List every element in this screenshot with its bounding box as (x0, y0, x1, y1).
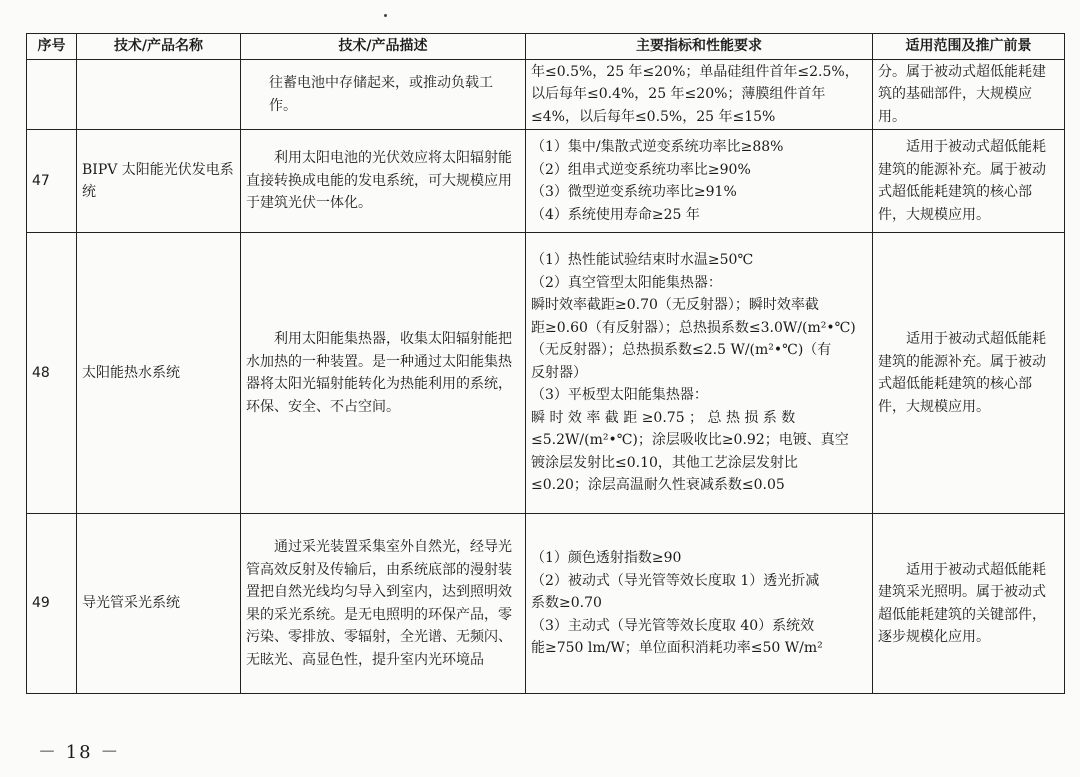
metric-line: （1）集中/集散式逆变系统功率比≥88% (531, 139, 784, 155)
row-name (77, 60, 241, 130)
row-name: 太阳能热水系统 (77, 233, 241, 514)
row-no: 49 (27, 514, 77, 694)
row-metrics (526, 514, 873, 694)
scan-speck (384, 14, 387, 17)
header-metrics: 主要指标和性能要求 (526, 34, 873, 60)
header-scope: 适用范围及推广前景 (873, 34, 1065, 60)
row-no: 47 (27, 130, 77, 233)
metric-line: 能≥750 lm/W；单位面积消耗功率≤50 W/m² (531, 640, 823, 657)
row-metrics (526, 60, 873, 130)
header-no: 序号 (27, 34, 77, 60)
row-name: 导光管采光系统 (77, 514, 241, 694)
metric-line: （1）热性能试验结束时水温≥50℃ (531, 252, 754, 269)
tech-spec-table (26, 33, 1065, 694)
table-row (27, 233, 1065, 514)
metric-line: 以后每年≤0.4%，25 年≤20%；薄膜组件首年 (531, 86, 826, 103)
table-row (27, 60, 1065, 130)
metric-line: （2）真空管型太阳能集热器： (531, 274, 722, 291)
row-scope: 适用于被动式超低能耗建筑的能源补充。属于被动式超低能耗建筑的核心部件，大规模应用。 (873, 233, 1065, 514)
table-row (27, 514, 1065, 694)
metric-line: （无反射器）；总热损系数≤2.5 W/(m²•℃)（有 (531, 342, 832, 359)
metric-line: 距≥0.60（有反射器）；总热损系数≤3.0W/(m²•℃) (531, 319, 856, 336)
metric-line: （2）组串式逆变系统功率比≥90% (531, 161, 751, 178)
metric-line: （1）颜色透射指数≥90 (531, 550, 682, 567)
metric-line: ≤4%，以后每年≤0.5%，25 年≤15% (531, 108, 776, 125)
row-scope: 分。属于被动式超低能耗建筑的基础部件，大规模应用。 (873, 60, 1065, 130)
row-metrics (526, 233, 873, 514)
row-no: 48 (27, 233, 77, 514)
metric-line: 瞬时效率截距≥0.70（无反射器）；瞬时效率截 (531, 297, 819, 314)
metric-line: 镀涂层发射比≤0.10，其他工艺涂层发射比 (531, 454, 798, 471)
header-desc: 技术/产品描述 (241, 34, 526, 60)
row-desc: 通过采光装置采集室外自然光，经导光管高效反射及传输后，由系统底部的漫射装置把自然光线均匀导入到室内，达到照明效果的采光系统。是无电照明的环保产品，零污染、零排放、零辐射，全光谱、无频闪、无眩光、高显色性，提升室内光环境品 (241, 514, 526, 694)
row-desc: 往蓄电池中存储起来，或推动负载工作。 (241, 60, 526, 130)
metric-line: 年≤0.5%，25 年≤20%；单晶硅组件首年≤2.5%， (531, 63, 859, 80)
metric-line: ≤5.2W/(m²•℃)；涂层吸收比≥0.92；电镀、真空 (531, 432, 849, 449)
metric-line: （2）被动式（导光管等效长度取 1）透光折减 (531, 572, 820, 589)
page-number: － 18 － (38, 742, 121, 763)
metric-line: 系数≥0.70 (531, 595, 602, 612)
metric-line: ≤0.20；涂层高温耐久性衰减系数≤0.05 (531, 477, 785, 494)
row-name: BIPV 太阳能光伏发电系统 (77, 130, 241, 233)
metric-line: 反射器） (531, 364, 587, 381)
table-header-row (27, 34, 1065, 60)
metric-line: （3）主动式（导光管等效长度取 40）系统效 (531, 617, 815, 634)
row-scope: 适用于被动式超低能耗建筑采光照明。属于被动式超低能耗建筑的关键部件，逐步规模化应用。 (873, 514, 1065, 694)
metric-line: （3）平板型太阳能集热器： (531, 387, 708, 404)
row-scope: 适用于被动式超低能耗建筑的能源补充。属于被动式超低能耗建筑的核心部件，大规模应用。 (873, 130, 1065, 233)
row-no (27, 60, 77, 130)
metric-line: （3）微型逆变系统功率比≥91% (531, 184, 737, 200)
row-desc: 利用太阳能集热器，收集太阳辐射能把水加热的一种装置。是一种通过太阳能集热器将太阳光辐射能转化为热能利用的系统，环保、安全、不占空间。 (241, 233, 526, 514)
metric-line: 瞬 时 效 率 截 距 ≥0.75 ； 总 热 损 系 数 (531, 409, 796, 426)
row-metrics (526, 130, 873, 233)
row-desc: 利用太阳电池的光伏效应将太阳辐射能直接转换成电能的发电系统，可大规模应用于建筑光伏一体化。 (241, 130, 526, 233)
metric-line: （4）系统使用寿命≥25 年 (531, 206, 700, 223)
header-name: 技术/产品名称 (77, 34, 241, 60)
table-row (27, 130, 1065, 233)
